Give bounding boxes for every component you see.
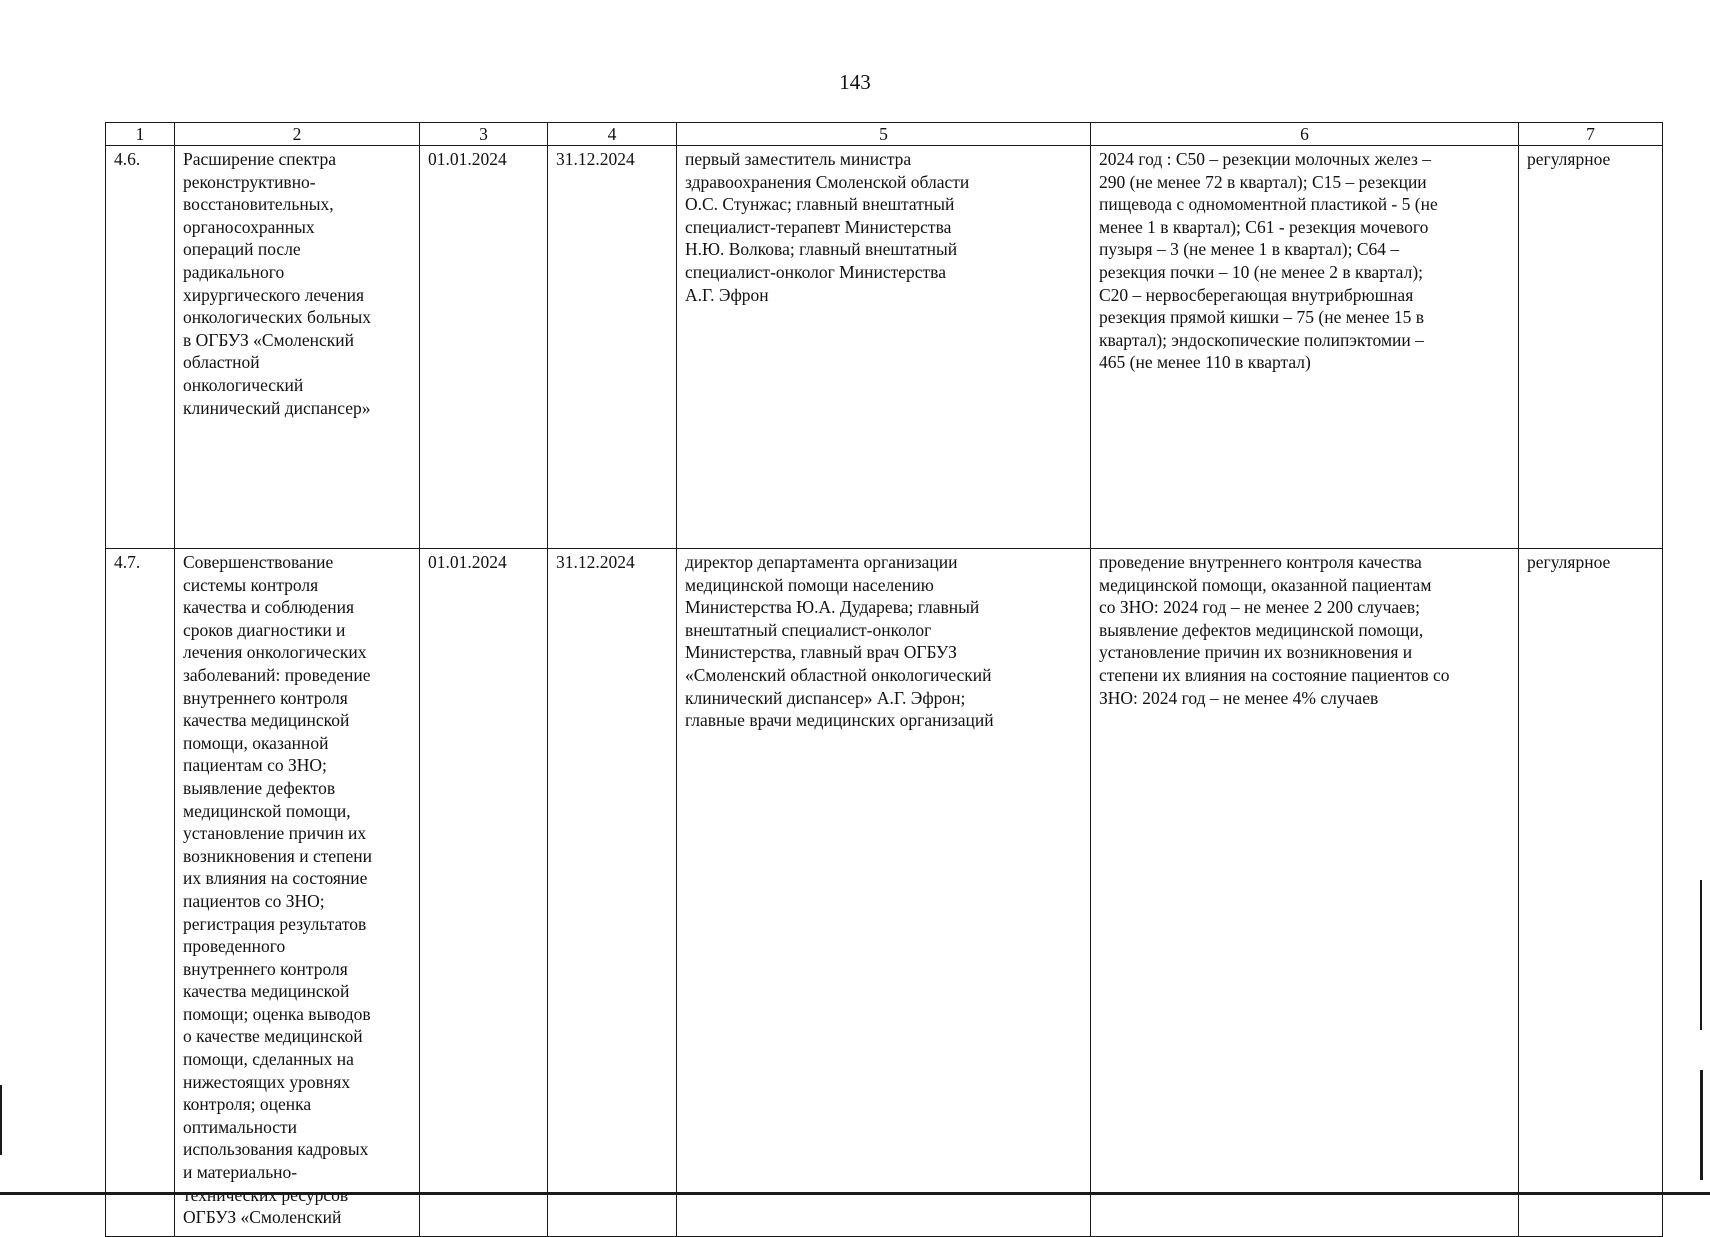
column-header-row	[106, 123, 1663, 146]
column-header: 3	[420, 123, 548, 146]
item-description: Совершенствование системы контроля качества и соблюдения сроков диагностики и лечения онкологических заболеваний: проведение внутреннего контроля качества медицинской помощи, оказанной пациентам со ЗНО; выявление дефектов медицинской помощи, установление причин их возникновения и степени их влияния на состояние пациентов со ЗНО; регистрация результатов проведенного внутреннего контроля качества медицинской помощи; оценка выводов о качестве медицинской помощи, сделанных на нижестоящих уровнях контроля; оценка оптимальности использования кадровых и материально- ОГБУЗ «Смоленский	[175, 549, 420, 1237]
item-number: 4.7.	[106, 549, 175, 1237]
expected-result: 2024 год : С50 – резекции молочных желез – 290 (не менее 72 в квартал); С15 – резекции пищевода с одномоментной пластикой - 5 (не менее 1 в квартал); С61 - резекция мочевого пузыря – 3 (не менее 1 в квартал); С64 – резекция почки – 10 (не менее 2 в квартал); С20 – нервосберегающая внутрибрюшная резекция прямой кишки – 75 (не менее 15 в квартал); эндоскопические полипэктомии – 465 (не менее 110 в квартал)	[1091, 146, 1519, 549]
item-description: Расширение спектра реконструктивно- восстановительных, органосохранных операций после радикального хирургического лечения онкологических больных в ОГБУЗ «Смоленский областной онкологический клинический диспансер»	[175, 146, 420, 549]
scan-edge-mark	[1700, 880, 1702, 1030]
start-date: 01.01.2024	[420, 146, 548, 549]
end-date: 31.12.2024	[548, 146, 677, 549]
column-header: 4	[548, 123, 677, 146]
column-header: 1	[106, 123, 175, 146]
responsible-persons: первый заместитель министра здравоохранения Смоленской области О.С. Стунжас; главный внештатный специалист-терапевт Министерства Н.Ю. Волкова; главный внештатный специалист-онколог Министерства А.Г. Эфрон	[677, 146, 1091, 549]
item-number: 4.6.	[106, 146, 175, 549]
scan-bottom-edge	[0, 1192, 1710, 1195]
expected-result: проведение внутреннего контроля качества медицинской помощи, оказанной пациентам со ЗНО: 2024 год – не менее 2 200 случаев; выявление дефектов медицинской помощи, установление причин их возникновения и степени их влияния на состояние пациентов со ЗНО: 2024 год – не менее 4% случаев	[1091, 549, 1519, 1237]
table-row	[106, 146, 1663, 549]
start-date: 01.01.2024	[420, 549, 548, 1237]
frequency: регулярное	[1519, 549, 1663, 1237]
column-header: 6	[1091, 123, 1519, 146]
end-date: 31.12.2024	[548, 549, 677, 1237]
plan-table	[105, 122, 1663, 1237]
scan-edge-mark	[1700, 1070, 1703, 1180]
column-header: 5	[677, 123, 1091, 146]
responsible-persons: директор департамента организации медицинской помощи населению Министерства Ю.А. Дударева; главный внештатный специалист-онколог Министерства, главный врач ОГБУЗ «Смоленский областной онкологический клинический диспансер» А.Г. Эфрон; главные врачи медицинских организаций	[677, 549, 1091, 1237]
table-row	[106, 549, 1663, 1237]
page-number: 143	[839, 70, 871, 94]
column-header: 2	[175, 123, 420, 146]
frequency: регулярное	[1519, 146, 1663, 549]
column-header: 7	[1519, 123, 1663, 146]
scan-edge-mark	[0, 1085, 2, 1155]
